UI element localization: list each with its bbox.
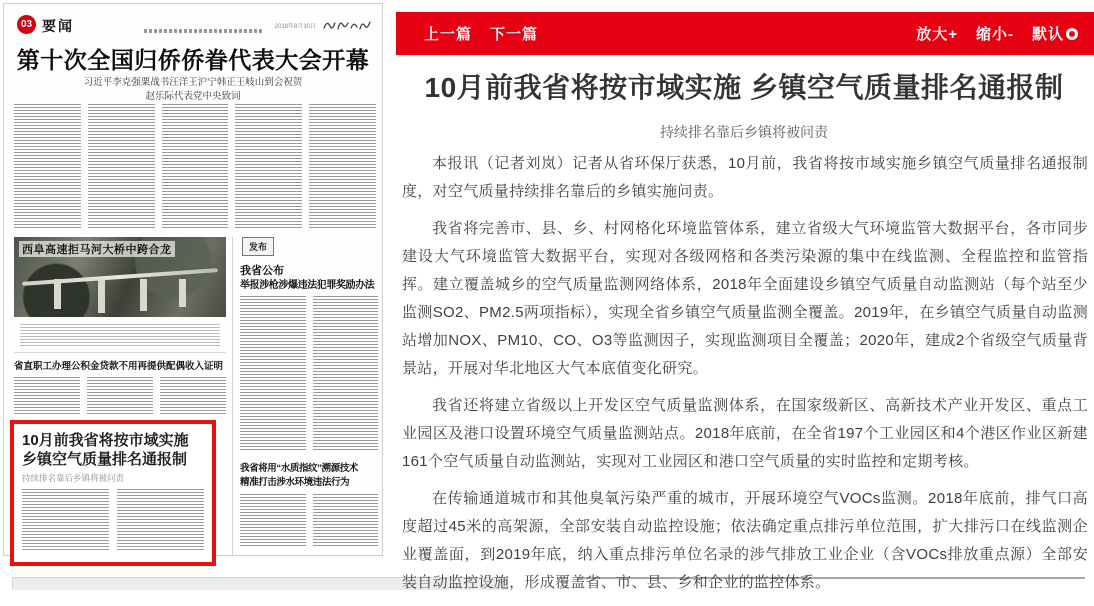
edition-credits [144, 29, 262, 33]
reset-default-button[interactable] [1032, 23, 1078, 44]
headline-gongjijin[interactable]: 省直职工办理公积金贷款不用再提供配偶收入证明 [14, 361, 224, 372]
microtext-column [313, 494, 379, 548]
reset-default-label: 默认 [1031, 26, 1064, 43]
newspaper-page [3, 3, 383, 556]
front-subheadline-2: 赵乐际代表党中央致词 [145, 91, 241, 102]
article-paragraph: 我省还将建立省级以上开发区空气质量监测体系，在国家级新区、高新技术产业开发区、重点工业园区及港口设置环境空气质量监测站点。2018年底前，在全省197个工业园区和4个港区作业区新建161个空气质量自动监测站，实现对工业园区和港口空气质量的实时监控和定期考核。 [402, 397, 1088, 470]
column-divider [232, 237, 233, 555]
article-body [402, 150, 1088, 606]
reset-circle-icon [1066, 28, 1078, 40]
microtext-column [313, 296, 379, 452]
highlighted-subtitle: 持续排名靠后乡镇将被问责 [22, 473, 125, 483]
prev-article-link[interactable]: 上一篇 [424, 26, 473, 43]
bridge-pier-graphic [54, 279, 61, 309]
microtext-column [22, 489, 109, 551]
bridge-pier-graphic [98, 279, 105, 313]
highlighted-body-columns [22, 489, 204, 551]
next-article-link[interactable]: 下一篇 [490, 26, 539, 43]
headline-jubao-line2[interactable]: 举报涉枪涉爆违法犯罪奖励办法 [240, 280, 375, 291]
font-size-controls [916, 23, 1078, 44]
microtext-column [162, 104, 229, 230]
jubao-body-columns [240, 296, 378, 452]
masthead-calligraphy [322, 16, 372, 34]
gongjijin-body-columns [14, 377, 226, 415]
zoom-in-button[interactable]: 放大+ [916, 26, 958, 43]
article-subtitle: 持续排名靠后乡镇将被问责 [660, 124, 828, 140]
highlighted-headline-line1: 10月前我省将按市域实施 [22, 432, 189, 449]
highlighted-article-box[interactable] [10, 420, 216, 566]
microtext-column [14, 377, 80, 415]
microtext-column [87, 377, 153, 415]
microtext-column [88, 104, 155, 230]
microtext-column [117, 489, 204, 551]
bridge-photo[interactable] [14, 237, 226, 317]
section-label: 要闻 [42, 18, 74, 34]
notice-label: 发布 [242, 237, 274, 256]
page-number-badge: 03 [17, 15, 36, 34]
microtext-column [240, 494, 306, 548]
photo-caption [20, 324, 220, 346]
divider [14, 352, 226, 353]
reader-toolbar [396, 12, 1094, 55]
article-paragraph: 本报讯（记者刘岚）记者从省环保厅获悉，10月前，我省将按市域实施乡镇空气质量排名通报制度，对空气质量持续排名靠后的乡镇实施问责。 [402, 155, 1088, 200]
bridge-pier-graphic [179, 279, 186, 307]
microtext-column [309, 104, 376, 230]
bridge-deck-graphic [22, 268, 218, 286]
article-paragraph: 在传输通道城市和其他臭氧污染严重的城市，开展环境空气VOCs监测。2018年底前，排气口高度超过45米的高架源，全部安装自动监控设施；依法确定重点排污单位范围，扩大排污口在线监测企业覆盖面，到2019年底，纳入重点排污单位名录的涉气排放工业企业（含VOCs排放重点源）全部安装自动监控设施，形成覆盖省、市、县、乡和企业的监控体系。 [402, 490, 1088, 591]
microtext-column [160, 377, 226, 415]
headline-shuizhi-line1[interactable]: 我省将用“水质指纹”溯源技术 [240, 463, 358, 474]
shuizhi-body-columns [240, 494, 378, 548]
headline-jubao-line1[interactable]: 我省公布 [240, 265, 284, 277]
photo-title: 西阜高速拒马河大桥中跨合龙 [19, 241, 175, 257]
zoom-out-button[interactable]: 缩小- [975, 26, 1014, 43]
article-title: 10月前我省将按市域实施 乡镇空气质量排名通报制 [424, 72, 1064, 103]
highlighted-headline-line2: 乡镇空气质量排名通报制 [22, 451, 188, 468]
front-headline[interactable]: 第十次全国归侨侨眷代表大会开幕 [16, 47, 370, 73]
bridge-pier-graphic [140, 279, 147, 311]
headline-shuizhi-line2[interactable]: 精准打击涉水环境违法行为 [240, 477, 350, 488]
edition-dateline: 2018年8月30日 [274, 24, 316, 30]
article-paragraph: 我省将完善市、县、乡、村网格化环境监管体系，建立省级大气环境监管大数据平台，各市同步建设大气环境监管大数据平台，实现对各级网格和各类污染源的集中在线监测、全程监控和监管指挥。建立覆盖城乡的空气质量监测网络体系，2018年全面建设乡镇空气质量自动监测站（每个站至少监测SO2、PM2.5两项指标），实现全省乡镇空气质量监测全覆盖。2019年，在乡镇空气质量自动监测站增加NOX、PM10、CO、O3等监测因子，实现监测项目全覆盖；2020年，建成2个省级空气质量背景站，开展对华北地区大气本底值变化研究。 [402, 220, 1088, 377]
microtext-column [240, 296, 306, 452]
front-subheadline-1: 习近平李克强栗战书汪洋王沪宁韩正王岐山到会祝贺 [83, 77, 303, 88]
microtext-column [14, 104, 81, 230]
front-article-body-columns [14, 104, 376, 230]
microtext-column [235, 104, 302, 230]
